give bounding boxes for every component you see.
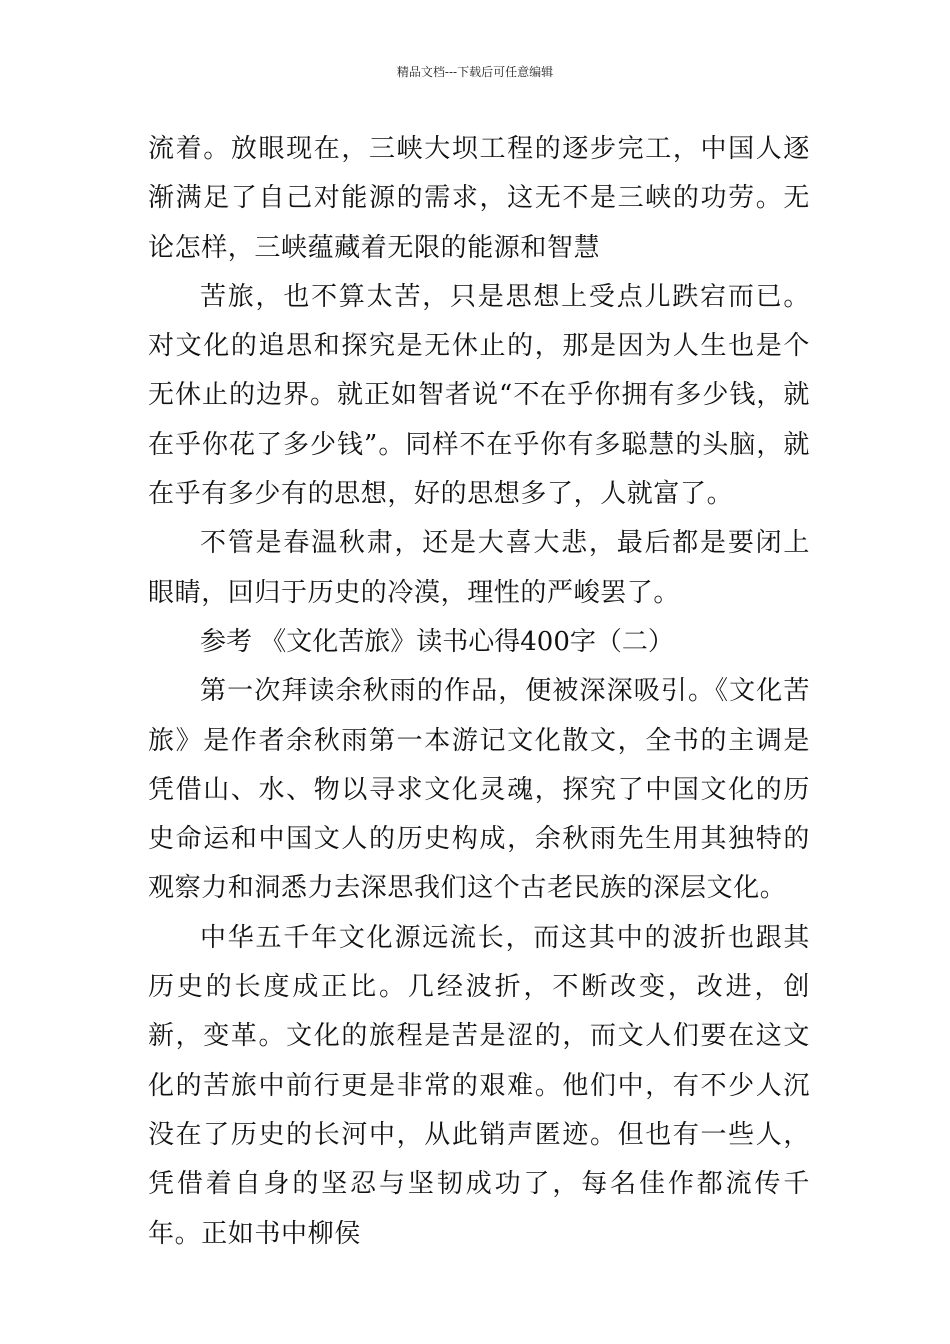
page-header: 精品文档---下载后可任意编辑 [396,65,554,79]
document-body [148,125,810,1259]
paragraph: 不管是春温秋肃，还是大喜大悲，最后都是要闭上眼睛，回归于历史的冷漠，理性的严峻罢了。 [148,528,810,608]
paragraph: 中华五千年文化源远流长，而这其中的波折也跟其历史的长度成正比。几经波折，不断改变，改进，创新，变革。文化的旅程是苦是涩的，而文人们要在这文化的苦旅中前行更是非常的艰难。他们中，有不少人沉没在了历史的长河中，从此销声匿迹。但也有一些人，凭借着自身的坚忍与坚韧成功了，每名佳作都流传千年。正如书中柳侯 [148,922,810,1249]
paragraph: 第一次拜读余秋雨的作品，便被深深吸引。《文化苦旅》是作者余秋雨第一本游记文化散文，全书的主调是凭借山、水、物以寻求文化灵魂，探究了中国文化的历史命运和中国文人的历史构成，余秋雨先生用其独特的观察力和洞悉力去深思我们这个古老民族的深层文化。 [148,676,810,904]
section-heading: 参考 《文化苦旅》读书心得400字（二） [200,626,674,657]
paragraph-continuation: 流着。放眼现在，三峡大坝工程的逐步完工，中国人逐渐满足了自己对能源的需求，这无不是三峡的功劳。无论怎样，三峡蕴藏着无限的能源和智慧 [148,134,810,263]
paragraph: 苦旅，也不算太苦，只是思想上受点儿跌宕而已。对文化的追思和探究是无休止的，那是因为人生也是个无休止的边界。就正如智者说“不在乎你拥有多少钱，就在乎你花了多少钱”。同样不在乎你有多聪慧的头脑，就在乎有多少有的思想，好的思想多了，人就富了。 [148,281,810,510]
